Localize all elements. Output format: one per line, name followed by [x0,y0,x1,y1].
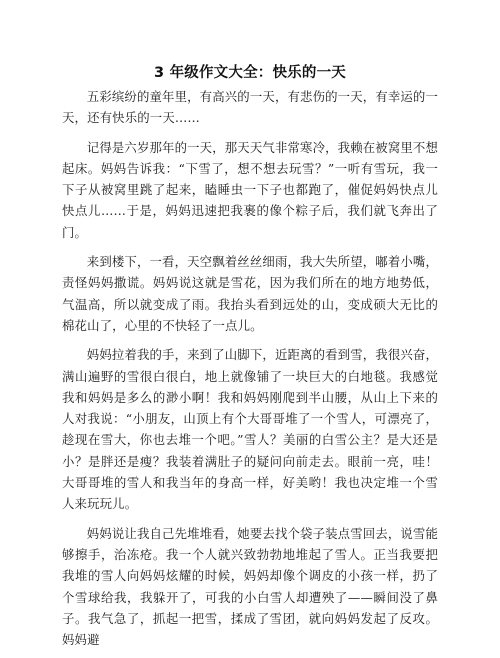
paragraph-1: 五彩缤纷的童年里，有高兴的一天，有悲伤的一天，有幸运的一天，还有快乐的一天…… [62,89,438,126]
paragraph-5: 妈妈说让我自己先堆堆看，她要去找个袋子装点雪回去，说雪能够擦手，治冻疮。我一个人就兴致勃勃地堆起了雪人。正当我要把我堆的雪人向妈妈炫耀的时候，妈妈却像个调皮的小孩一样，扔了个雪球给我，我躲开了，可我的小白雪人却遭殃了——瞬间没了鼻子。我气急了，抓起一把雪，揉成了雪团，就向妈妈发起了反攻。妈妈避 [62,525,438,648]
paragraph-2: 记得是六岁那年的一天，那天天气非常寒冷，我赖在被窝里不想起床。妈妈告诉我：“下雪了，想不想去玩雪？”一听有雪玩，我一下子从被窝里跳了起来，瞌睡虫一下子也都跑了，催促妈妈快点儿快点儿……于是，妈妈迅速把我裹的像个粽子后，我们就飞奔出了门。 [62,139,438,240]
document-body [62,86,438,658]
paragraph-3: 来到楼下，一看，天空飘着丝丝细雨，我大失所望，嘟着小嘴，责怪妈妈撒谎。妈妈说这就是雪花，因为我们所在的地方地势低，气温高，所以就变成了雨。我抬头看到远处的山，变成硕大无比的棉花山了，心里的不快轻了一点儿。 [62,254,438,333]
paragraph-4: 妈妈拉着我的手，来到了山脚下，近距离的看到雪，我很兴奋，满山遍野的雪很白很白，地上就像铺了一块巨大的白地毯。我感觉我和妈妈是多么的渺小啊！我和妈妈刚爬到半山腰，从山上下来的人对我说：“小朋友，山顶上有个大哥哥堆了一个雪人，可漂亮了，趁现在雪大，你也去堆一个吧。”雪人？美丽的白雪公主？是大还是小？是胖还是瘦？我装着满肚子的疑问向前走去。眼前一亮，哇！大哥哥堆的雪人和我当年的身高一样，好美哟！我也决定堆一个雪人来玩玩儿。 [62,347,438,512]
document-title: 3 年级作文大全：快乐的一天 [154,65,346,81]
